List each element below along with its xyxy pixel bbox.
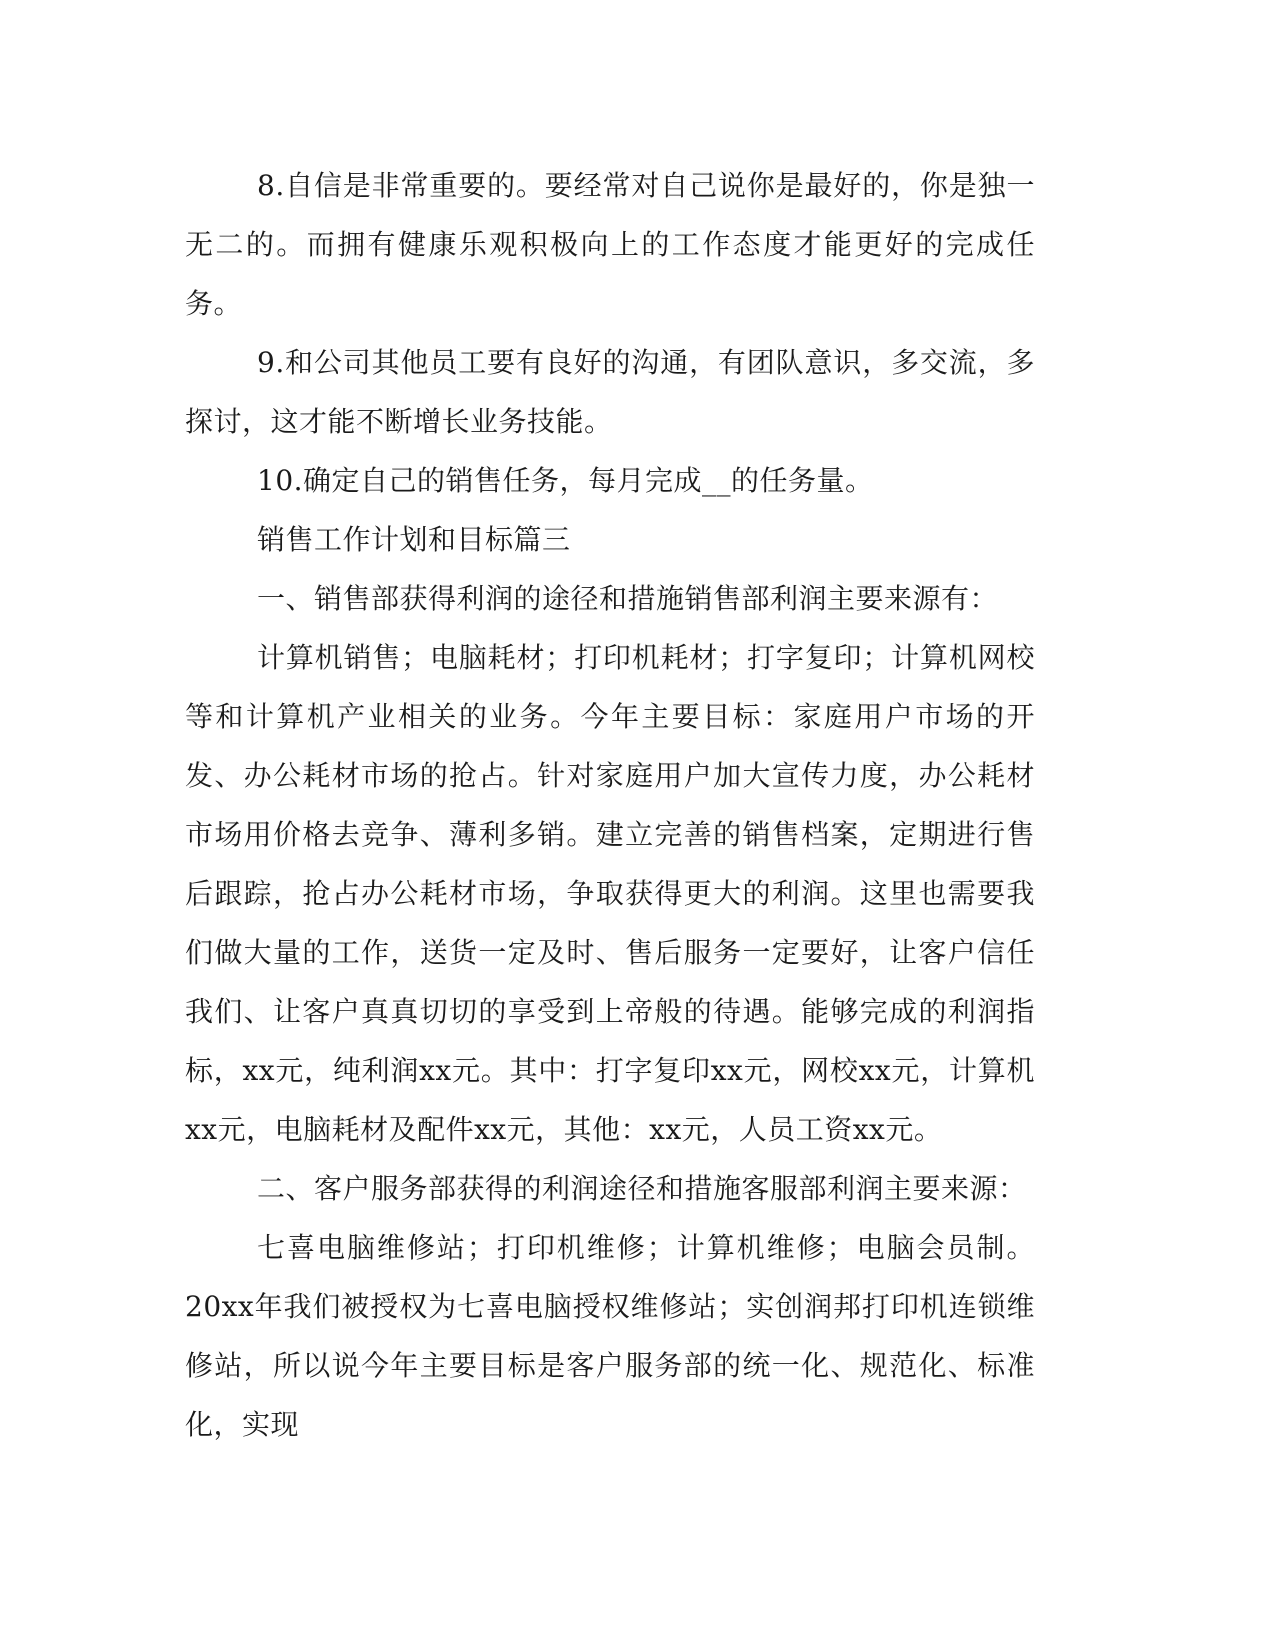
section-heading: 销售工作计划和目标篇三 [257,523,571,556]
paragraph-service-profit-body: 七喜电脑维修站；打印机维修；计算机维修；电脑会员制。20xx年我们被授权为七喜电脑授权维修站；实创润邦打印机连锁维修站，所以说今年主要目标是客户服务部的统一化、规范化、标准化，实现 [185,1231,1035,1441]
paragraph-sales-profit-body: 计算机销售；电脑耗材；打印机耗材；打字复印；计算机网校等和计算机产业相关的业务。今年主要目标：家庭用户市场的开发、办公耗材市场的抢占。针对家庭用户加大宣传力度，办公耗材市场用价格去竞争、薄利多销。建立完善的销售档案，定期进行售后跟踪，抢占办公耗材市场，争取获得更大的利润。这里也需要我们做大量的工作，送货一定及时、售后服务一定要好，让客户信任我们、让客户真真切切的享受到上帝般的待遇。能够完成的利润指标，xx元，纯利润xx元。其中：打字复印xx元，网校xx元，计算机xx元，电脑耗材及配件xx元，其他：xx元，人员工资xx元。 [185,641,1035,1146]
paragraph-item-8: 8.自信是非常重要的。要经常对自己说你是最好的，你是独一无二的。而拥有健康乐观积极向上的工作态度才能更好的完成任务。 [185,169,1035,320]
paragraph-item-10: 10.确定自己的销售任务，每月完成__的任务量。 [257,464,874,497]
paragraph-sales-profit-heading: 一、销售部获得利润的途径和措施销售部利润主要来源有： [257,582,999,615]
paragraph-service-profit-heading: 二、客户服务部获得的利润途径和措施客服部利润主要来源： [257,1172,1027,1205]
document-body [185,156,1035,1454]
paragraph-item-9: 9.和公司其他员工要有良好的沟通，有团队意识，多交流，多探讨，这才能不断增长业务技能。 [185,346,1035,438]
